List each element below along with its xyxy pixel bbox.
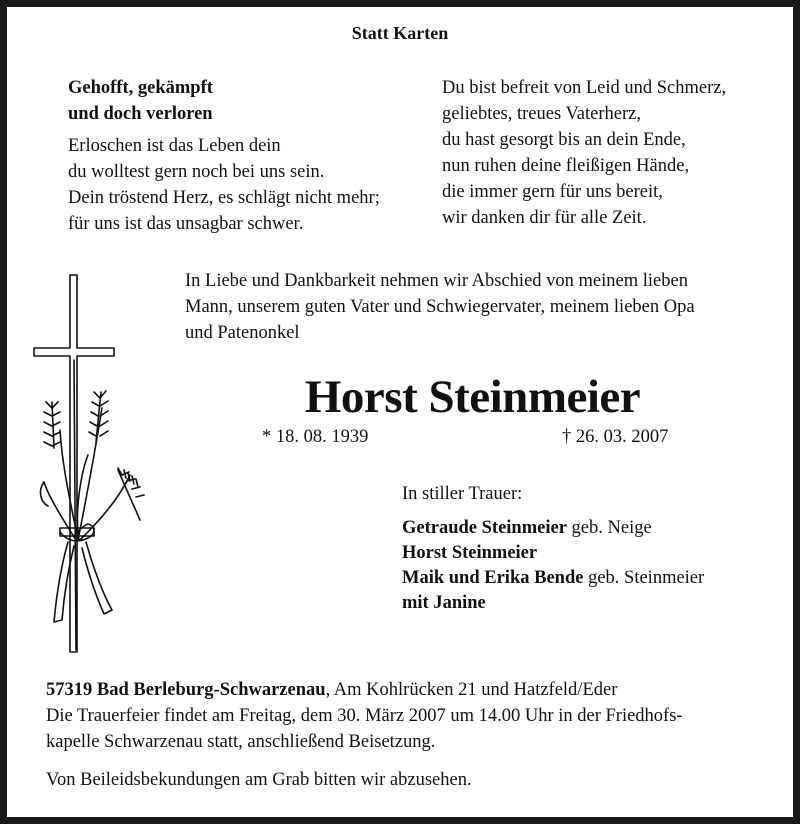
deceased-name: Horst Steinmeier [304,371,641,423]
intro-text [185,268,695,346]
header-statt-karten: Statt Karten [351,23,449,43]
cross-with-wheat-icon [30,270,155,655]
mourner-entry [402,591,704,616]
address-text: , Am Kohlrücken 21 und Hatzfeld/Eder [325,680,618,700]
mourner-entry [402,566,704,591]
address-line [46,677,683,703]
intro-line: Mann, unserem guten Vater und Schwiegervater, meinem lieben Opa [185,297,695,317]
mourner-suffix: geb. Neige [566,518,652,538]
poem-left-line: Dein tröstend Herz, es schlägt nicht mehr; [68,188,380,208]
mourner-name: mit Janine [402,593,486,613]
condolence-note: Von Beileidsbekundungen am Grab bitten wir abzusehen. [46,770,472,790]
poem-right-line: geliebtes, treues Vaterherz, [442,104,641,124]
mourners-block [402,482,704,616]
mourner-suffix: geb. Steinmeier [583,568,705,588]
place-name: 57319 Bad Berleburg-Schwarzenau [46,680,326,700]
poem-right-line: die immer gern für uns bereit, [442,182,663,202]
poem-left-line: du wolltest gern noch bei uns sein. [68,162,325,182]
mourner-entry [402,516,704,541]
intro-line: und Patenonkel [185,323,300,343]
footer-block [46,677,683,793]
mourner-name: Horst Steinmeier [402,543,538,563]
birth-date: * 18. 08. 1939 [262,427,369,447]
service-line-1: Die Trauerfeier findet am Freitag, dem 30. März 2007 um 14.00 Uhr in der Friedhofs- [46,706,683,726]
mourner-name: Maik und Erika Bende [402,568,584,588]
poem-right-line: nun ruhen deine fleißigen Hände, [442,156,690,176]
poem-left-line: für uns ist das unsagbar schwer. [68,214,304,234]
poem-right-line: Du bist befreit von Leid und Schmerz, [442,78,727,98]
service-line-2: kapelle Schwarzenau statt, anschließend Beisetzung. [46,732,436,752]
poem-left-title-line-1: Gehofft, gekämpft [68,78,213,98]
poem-right [442,75,726,231]
mourners-label: In stiller Trauer: [402,484,523,504]
death-date: † 26. 03. 2007 [562,427,669,447]
intro-line: In Liebe und Dankbarkeit nehmen wir Abschied von meinem lieben [185,271,688,291]
poem-right-line: wir danken dir für alle Zeit. [442,208,647,228]
poem-left [68,75,380,237]
mourner-entry [402,541,704,566]
poem-left-line: Erloschen ist das Leben dein [68,136,281,156]
poem-right-line: du hast gesorgt bis an dein Ende, [442,130,686,150]
mourner-name: Getraude Steinmeier [402,518,567,538]
poem-left-title-line-2: und doch verloren [68,104,213,124]
